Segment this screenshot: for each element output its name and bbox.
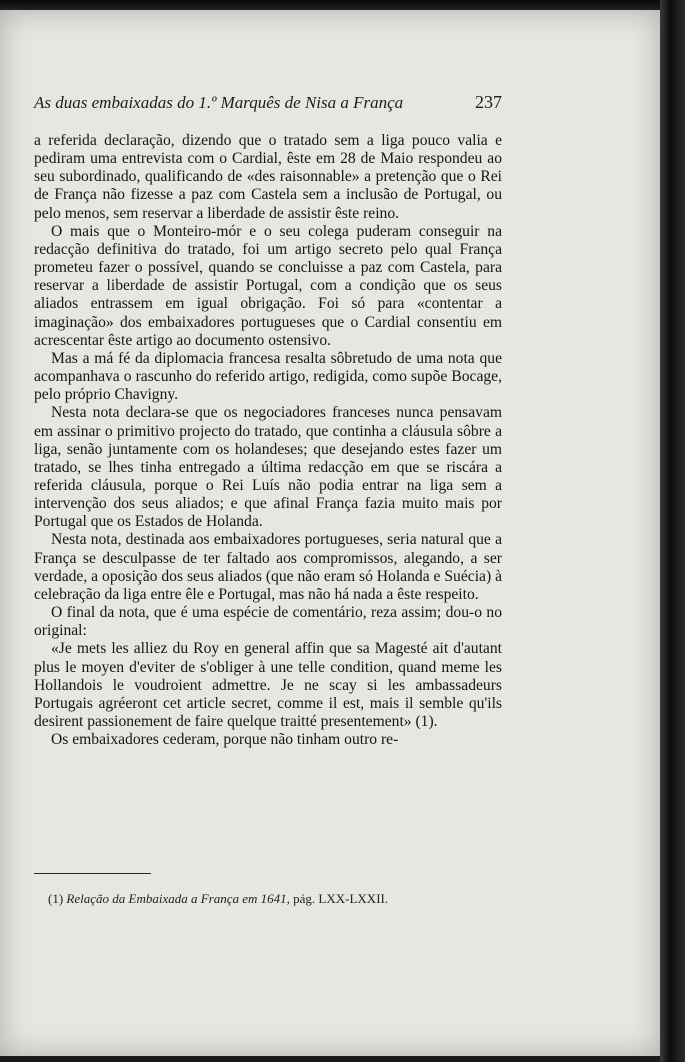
paragraph: Nesta nota declara-se que os negociadores franceses nunca pensavam em assinar o primitivo projecto do tratado, que continha a cláusula sôbre a liga, senão juntamente com os holandeses; que desejando estes fazer um tratado, se lhes tinha entregado a última redacção em que se riscára a referida cláusula, porque o Rei Luís não podia entrar na liga sem a intervenção dos seus aliados; e que afinal França fazia muito mais por Portugal que os Estados de Holanda. (34, 404, 502, 531)
paragraph: O mais que o Monteiro-mór e o seu colega puderam conseguir na redacção definitiva do tratado, foi um artigo secreto pelo qual França prometeu fazer o possível, quando se concluisse a paz com Castela, para reservar a liberdade de assistir Portugal, com a condição que os seus aliados entrassem em igual obrigação. Foi só para «contentar a imaginação» dos embaixadores portugueses que o Cardial consentiu em acrescentar êste artigo ao documento ostensivo. (34, 222, 502, 349)
page-number: 237 (475, 92, 502, 112)
paragraph: Mas a má fé da diplomacia francesa resalta sôbretudo de uma nota que acompanhava o rascunho do referido artigo, redigida, como supõe Bocage, pelo próprio Chavigny. (34, 349, 502, 404)
paragraph: a referida declaração, dizendo que o tratado sem a liga pouco valia e pediram uma entrevista com o Cardial, êste em 28 de Maio respondeu ao seu subordinado, qualificando de «des raisonnable» a pretenção que o Rei de França não fizesse a paz com Castela sem a inclusão de Portugal, ou pelo menos, sem reservar a liberdade de assistir êste reino. (34, 132, 502, 222)
paragraph: O final da nota, que é uma espécie de comentário, reza assim; dou-o no original: (34, 604, 502, 640)
paragraph: Nesta nota, destinada aos embaixadores portugueses, seria natural que a França se desculpasse de ter faltado aos compromissos, alegando, a ser verdade, a oposição dos seus aliados (que não eram só Holanda e Suécia) à celebração da liga entre êle e Portugal, mas não há nada a êste respeito. (34, 531, 502, 603)
footnote-title: Relação da Embaixada a França em 1641, (66, 891, 290, 906)
footnote (48, 891, 508, 907)
running-header (34, 92, 502, 113)
body-text (34, 132, 502, 749)
footnote-pages: pág. LXX-LXXII. (293, 891, 389, 906)
footnote-marker: (1) (48, 891, 64, 906)
header-title: As duas embaixadas do 1.º Marquês de Nisa a França (34, 93, 404, 112)
paragraph: Os embaixadores cederam, porque não tinham outro re- (51, 731, 399, 749)
page-binding-edge (660, 0, 685, 1062)
footnote-rule (34, 873, 151, 874)
quotation-paragraph: «Je mets les alliez du Roy en general affin que sa Magesté ait d'autant plus le moyen d'eviter de s'obliger à une telle condition, quand meme les Hollandois le voudroient admettre. Je ne scay si les ambassadeurs Portugais agréeront cet article secret, comme il est, mais il semble qu'ils desirent passionement de faire quelque traitté presentement» (1). (34, 640, 502, 730)
